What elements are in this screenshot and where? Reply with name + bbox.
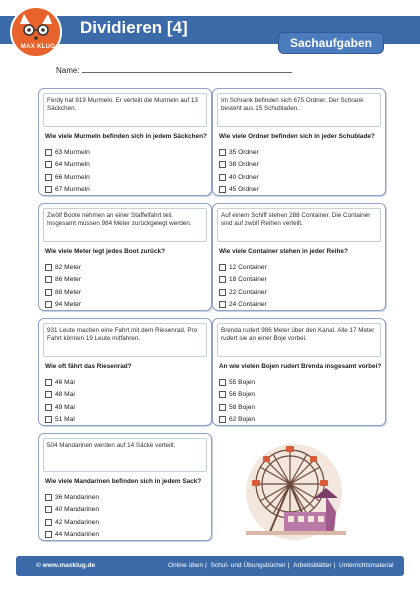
option-label: 45 Ordner bbox=[229, 186, 259, 194]
answer-option[interactable] bbox=[45, 171, 90, 184]
checkbox[interactable] bbox=[45, 264, 52, 271]
answer-option[interactable] bbox=[45, 299, 81, 312]
footer-link[interactable]: Schul- und Übungsbücher bbox=[210, 562, 286, 569]
checkbox[interactable] bbox=[45, 416, 52, 423]
ferris-wheel-illustration bbox=[226, 436, 366, 546]
task-card bbox=[38, 318, 212, 426]
task-story: Brenda rudert 986 Meter über den Kanal. Alle 17 Meter rudert sie an einer Boje vorbei. bbox=[217, 323, 381, 357]
answer-option[interactable] bbox=[219, 389, 255, 402]
checkbox[interactable] bbox=[219, 276, 226, 283]
task-question: Wie oft fährt das Riesenrad? bbox=[45, 363, 132, 370]
answer-option[interactable] bbox=[45, 274, 81, 287]
option-label: 35 Ordner bbox=[229, 148, 259, 156]
answer-option[interactable] bbox=[219, 414, 255, 427]
logo-text: MAX KLUG bbox=[20, 44, 56, 50]
answer-option[interactable] bbox=[219, 401, 255, 414]
checkbox[interactable] bbox=[45, 519, 52, 526]
answer-option[interactable] bbox=[45, 414, 75, 427]
option-label: 62 Bojen bbox=[229, 416, 256, 424]
answer-options bbox=[219, 261, 267, 311]
task-question: Wie viele Mandarinen befinden sich in jedem Sack? bbox=[45, 478, 202, 485]
answer-options bbox=[45, 261, 81, 311]
footer-links: Online üben | Schul- und Übungsbücher | Arbeitsblätter | Unterrichtsmaterial bbox=[168, 562, 394, 569]
answer-option[interactable] bbox=[45, 159, 90, 172]
answer-option[interactable] bbox=[219, 146, 259, 159]
option-label: 63 Murmeln bbox=[55, 148, 90, 156]
option-label: 66 Murmeln bbox=[55, 173, 90, 181]
task-story: 931 Leute machen eine Fahrt mit dem Riesenrad. Pro Fahrt können 19 Leute mitfahren. bbox=[43, 323, 207, 357]
task-card bbox=[38, 203, 212, 311]
answer-option[interactable] bbox=[219, 159, 259, 172]
option-label: 42 Mandarinen bbox=[55, 518, 99, 526]
task-card bbox=[38, 433, 212, 541]
answer-option[interactable] bbox=[219, 184, 259, 197]
checkbox[interactable] bbox=[45, 289, 52, 296]
checkbox[interactable] bbox=[219, 391, 226, 398]
answer-option[interactable] bbox=[45, 286, 81, 299]
answer-option[interactable] bbox=[219, 286, 267, 299]
option-label: 56 Bojen bbox=[229, 391, 256, 399]
option-label: 40 Ordner bbox=[229, 173, 259, 181]
task-card bbox=[38, 88, 212, 196]
task-story: Auf einem Schiff stehen 288 Container. Die Container sind auf zwölf Reihen verteilt. bbox=[217, 208, 381, 242]
answer-option[interactable] bbox=[45, 504, 99, 517]
answer-option[interactable] bbox=[45, 146, 90, 159]
option-label: 55 Bojen bbox=[229, 378, 256, 386]
checkbox[interactable] bbox=[45, 149, 52, 156]
option-label: 44 Mandarinen bbox=[55, 531, 99, 539]
checkbox[interactable] bbox=[45, 174, 52, 181]
option-label: 40 Mandarinen bbox=[55, 506, 99, 514]
checkbox[interactable] bbox=[45, 301, 52, 308]
checkbox[interactable] bbox=[45, 379, 52, 386]
name-row bbox=[56, 66, 292, 75]
checkbox[interactable] bbox=[219, 161, 226, 168]
name-label: Name: bbox=[56, 66, 80, 75]
option-label: 36 Mandarinen bbox=[55, 493, 99, 501]
option-label: 22 Container bbox=[229, 288, 267, 296]
answer-option[interactable] bbox=[45, 184, 90, 197]
task-card bbox=[212, 203, 386, 311]
checkbox[interactable] bbox=[45, 494, 52, 501]
checkbox[interactable] bbox=[45, 404, 52, 411]
option-label: 38 Ordner bbox=[229, 161, 259, 169]
option-label: 12 Container bbox=[229, 263, 267, 271]
task-question: An wie vielen Bojen rudert Brenda insgesamt vorbei? bbox=[219, 363, 382, 370]
checkbox[interactable] bbox=[45, 161, 52, 168]
checkbox[interactable] bbox=[219, 301, 226, 308]
option-label: 82 Meter bbox=[55, 263, 82, 271]
page-title: Dividieren [4] bbox=[80, 18, 188, 37]
option-label: 46 Mal bbox=[55, 378, 75, 386]
option-label: 51 Mal bbox=[55, 416, 75, 424]
checkbox[interactable] bbox=[219, 404, 226, 411]
answer-option[interactable] bbox=[45, 491, 99, 504]
task-question: Wie viele Container stehen in jeder Reihe? bbox=[219, 248, 348, 255]
option-label: 88 Meter bbox=[55, 288, 82, 296]
option-label: 58 Bojen bbox=[229, 403, 256, 411]
checkbox[interactable] bbox=[45, 391, 52, 398]
task-question: Wie viele Ordner befinden sich in jeder Schublade? bbox=[219, 133, 375, 140]
answer-option[interactable] bbox=[219, 299, 267, 312]
task-question: Wie viele Meter legt jedes Boot zurück? bbox=[45, 248, 165, 255]
checkbox[interactable] bbox=[219, 186, 226, 193]
checkbox[interactable] bbox=[45, 506, 52, 513]
option-label: 64 Murmeln bbox=[55, 161, 90, 169]
answer-option[interactable] bbox=[45, 516, 99, 529]
answer-options bbox=[219, 146, 259, 196]
option-label: 24 Container bbox=[229, 301, 267, 309]
option-label: 49 Mal bbox=[55, 403, 75, 411]
option-label: 86 Meter bbox=[55, 276, 82, 284]
answer-option[interactable] bbox=[219, 274, 267, 287]
logo bbox=[10, 6, 62, 58]
answer-options bbox=[45, 376, 75, 426]
footer-site-link[interactable]: © www.maxklug.de bbox=[36, 562, 96, 569]
answer-options bbox=[45, 491, 99, 541]
task-question: Wie viele Murmeln befinden sich in jedem Säckchen? bbox=[45, 133, 207, 140]
answer-option[interactable] bbox=[219, 376, 255, 389]
task-story: 504 Mandarinen werden auf 14 Säcke verteilt. bbox=[43, 438, 207, 472]
task-card bbox=[212, 88, 386, 196]
checkbox[interactable] bbox=[219, 149, 226, 156]
answer-option[interactable] bbox=[45, 261, 81, 274]
task-story: Im Schrank befinden sich 675 Ordner. Der Schrank besteht aus 15 Schubladen. bbox=[217, 93, 381, 127]
footer-link[interactable]: Arbeitsblätter bbox=[293, 562, 332, 569]
option-label: 48 Mal bbox=[55, 391, 75, 399]
task-story: Zwölf Boote nehmen an einer Staffelfahrt teil. Insgesamt müssen 984 Meter zurückgelegt werden. bbox=[43, 208, 207, 242]
answer-option[interactable] bbox=[219, 261, 267, 274]
task-card bbox=[212, 318, 386, 426]
checkbox[interactable] bbox=[45, 186, 52, 193]
answer-options bbox=[219, 376, 255, 426]
answer-option[interactable] bbox=[45, 529, 99, 542]
checkbox[interactable] bbox=[219, 264, 226, 271]
footer-link[interactable]: Online üben bbox=[168, 562, 204, 569]
option-label: 18 Container bbox=[229, 276, 267, 284]
answer-option[interactable] bbox=[45, 376, 75, 389]
footer bbox=[16, 556, 404, 576]
answer-option[interactable] bbox=[219, 171, 259, 184]
checkbox[interactable] bbox=[219, 174, 226, 181]
answer-option[interactable] bbox=[45, 401, 75, 414]
option-label: 94 Meter bbox=[55, 301, 82, 309]
footer-link[interactable]: Unterrichtsmaterial bbox=[339, 562, 394, 569]
checkbox[interactable] bbox=[219, 379, 226, 386]
checkbox[interactable] bbox=[45, 531, 52, 538]
checkbox[interactable] bbox=[219, 289, 226, 296]
name-line[interactable] bbox=[82, 66, 292, 73]
checkbox[interactable] bbox=[45, 276, 52, 283]
category-badge: Sachaufgaben bbox=[278, 32, 384, 54]
option-label: 67 Murmeln bbox=[55, 186, 90, 194]
answer-options bbox=[45, 146, 90, 196]
checkbox[interactable] bbox=[219, 416, 226, 423]
answer-option[interactable] bbox=[45, 389, 75, 402]
task-story: Ferdy hat 819 Murmeln. Er verteilt die Murmeln auf 13 Säckchen. bbox=[43, 93, 207, 127]
